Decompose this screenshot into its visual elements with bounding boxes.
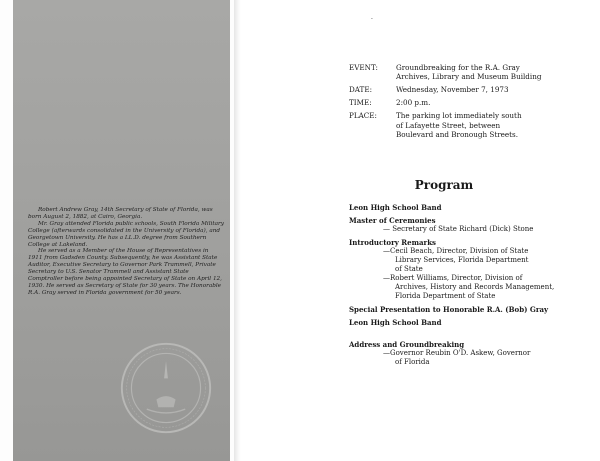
program-item (349, 238, 559, 301)
program-item (349, 305, 559, 314)
program-item-detail: —Robert Williams, Director, Division of Archives, History and Records Management, Florida Department of State (383, 274, 555, 300)
program-item (349, 216, 559, 234)
time-value: 2:00 p.m. (396, 98, 431, 108)
program-item-title: Address and Groundbreaking (349, 340, 465, 349)
place-value: The parking lot immediately south of Lafayette Street, between Boulevard and Bronough Streets. (396, 111, 522, 139)
program-list (349, 203, 559, 371)
biography-text (28, 207, 224, 297)
stray-mark: · (371, 16, 373, 23)
date-row (349, 85, 549, 94)
event-value: Groundbreaking for the R.A. Gray Archives, Library and Museum Building (396, 63, 542, 82)
bio-paragraph: Robert Andrew Gray, 14th Secretary of State of Florida, was born August 2, 1882, at Cairo, Georgia. (28, 207, 213, 220)
program-item-detail: — Secretary of State Richard (Dick) Stone (383, 225, 534, 233)
bio-paragraph: Mr. Gray attended Florida public schools, South Florida Military College (afterwards consolidated in the University of Florida), and Georgetown University. He has a LL.D. degree from Southern College at Lakeland. (28, 220, 224, 248)
time-row (349, 98, 549, 107)
date-value: Wednesday, November 7, 1973 (396, 85, 509, 95)
date-label: DATE: (349, 85, 373, 95)
program-title: Program (414, 178, 474, 192)
state-seal-icon (118, 340, 214, 436)
time-label: TIME: (349, 98, 372, 108)
place-row (349, 111, 549, 139)
program-item-title: Master of Ceremonies (349, 216, 436, 225)
page-fold (234, 0, 241, 461)
program-item (349, 203, 559, 212)
event-label: EVENT: (349, 63, 378, 72)
program-item-title: Special Presentation to Honorable R.A. (Bob) Gray (349, 305, 549, 314)
program-item-detail: —Governor Reubin O'D. Askew, Governor of Florida (383, 349, 531, 366)
program-item-title: Leon High School Band (349, 203, 442, 212)
place-label: PLACE: (349, 111, 377, 121)
program-item-title: Leon High School Band (349, 318, 442, 327)
bio-paragraph: He served as a Member of the House of Representatives in 1911 from Gadsden County. Subsequently, he was Assistant State Auditor, Executive Secretary to Governor Park Trammell, Private Secretary to U.S. Senator Trammell and Assistant State Comptroller before being appointed Secretary of State on April 12, 1930. He served as Secretary of State for 30 years. The Honorable R.A. Gray served in Florida government for 50 years. (28, 248, 222, 296)
event-details (349, 63, 549, 139)
program-item-title: Introductory Remarks (349, 238, 436, 247)
event-row (349, 63, 549, 82)
program-item (349, 318, 559, 327)
program-item-detail: —Cecil Beach, Director, Division of State Library Services, Florida Department of State (383, 247, 529, 273)
left-page (0, 0, 235, 461)
program-item (349, 340, 559, 367)
